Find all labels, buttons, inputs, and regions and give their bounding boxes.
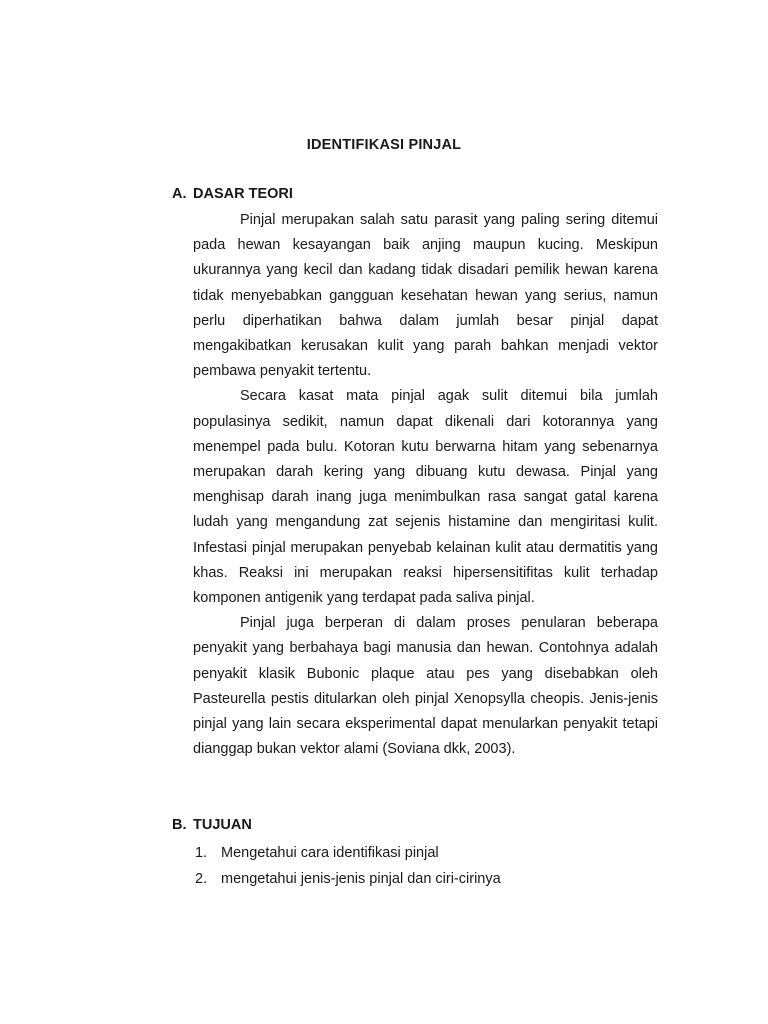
objectives-list [195, 840, 501, 892]
section-a-heading [172, 186, 293, 202]
section-a-title: DASAR TEORI [193, 186, 293, 202]
paragraph: Pinjal merupakan salah satu parasit yang paling sering ditemui pada hewan kesayangan baik anjing maupun kucing. Meskipun ukurannya yang kecil dan kadang tidak disadari pemilik hewan karena tidak menyebabkan gangguan kesehatan hewan yang serius, namun perlu diperhatikan bahwa dalam jumlah besar pinjal dapat mengakibatkan kerusakan kulit yang parah bahkan menjadi vektor pembawa penyakit tertentu. [193, 212, 658, 380]
section-b-title: TUJUAN [193, 817, 252, 833]
section-a-letter: A. [172, 186, 187, 202]
paragraph: Secara kasat mata pinjal agak sulit ditemui bila jumlah populasinya sedikit, namun dapat dikenali dari kotorannya yang menempel pada bulu. Kotoran kutu berwarna hitam yang sebenarnya merupakan darah kering yang dibuang kutu dewasa. Pinjal yang menghisap darah inang juga menimbulkan rasa sangat gatal karena ludah yang mengandung zat sejenis histamine dan mengiritasi kulit. Infestasi pinjal merupakan penyebab kelainan kulit atau dermatitis yang khas. Reaksi ini merupakan reaksi hipersensitifitas kulit terhadap komponen antigenik yang terdapat pada saliva pinjal. [193, 388, 658, 607]
list-item-text: mengetahui jenis-jenis pinjal dan ciri-cirinya [221, 871, 501, 887]
list-item-number: 2. [195, 871, 208, 887]
list-item-number: 1. [195, 845, 208, 861]
list-item [195, 866, 501, 892]
section-a-body [193, 208, 658, 762]
list-item-text: Mengetahui cara identifikasi pinjal [221, 845, 439, 861]
section-b-heading [172, 817, 252, 833]
paragraph: Pinjal juga berperan di dalam proses penularan beberapa penyakit yang berbahaya bagi manusia dan hewan. Contohnya adalah penyakit klasik Bubonic plaque atau pes yang disebabkan oleh Pasteurella pestis ditularkan oleh pinjal Xenopsylla cheopis. Jenis-jenis pinjal yang lain secara eksperimental dapat menularkan penyakit tetapi dianggap bukan vektor alami (Soviana dkk, 2003). [193, 615, 658, 758]
list-item [195, 840, 501, 866]
document-title: IDENTIFIKASI PINJAL [306, 137, 462, 153]
section-b-letter: B. [172, 817, 187, 833]
